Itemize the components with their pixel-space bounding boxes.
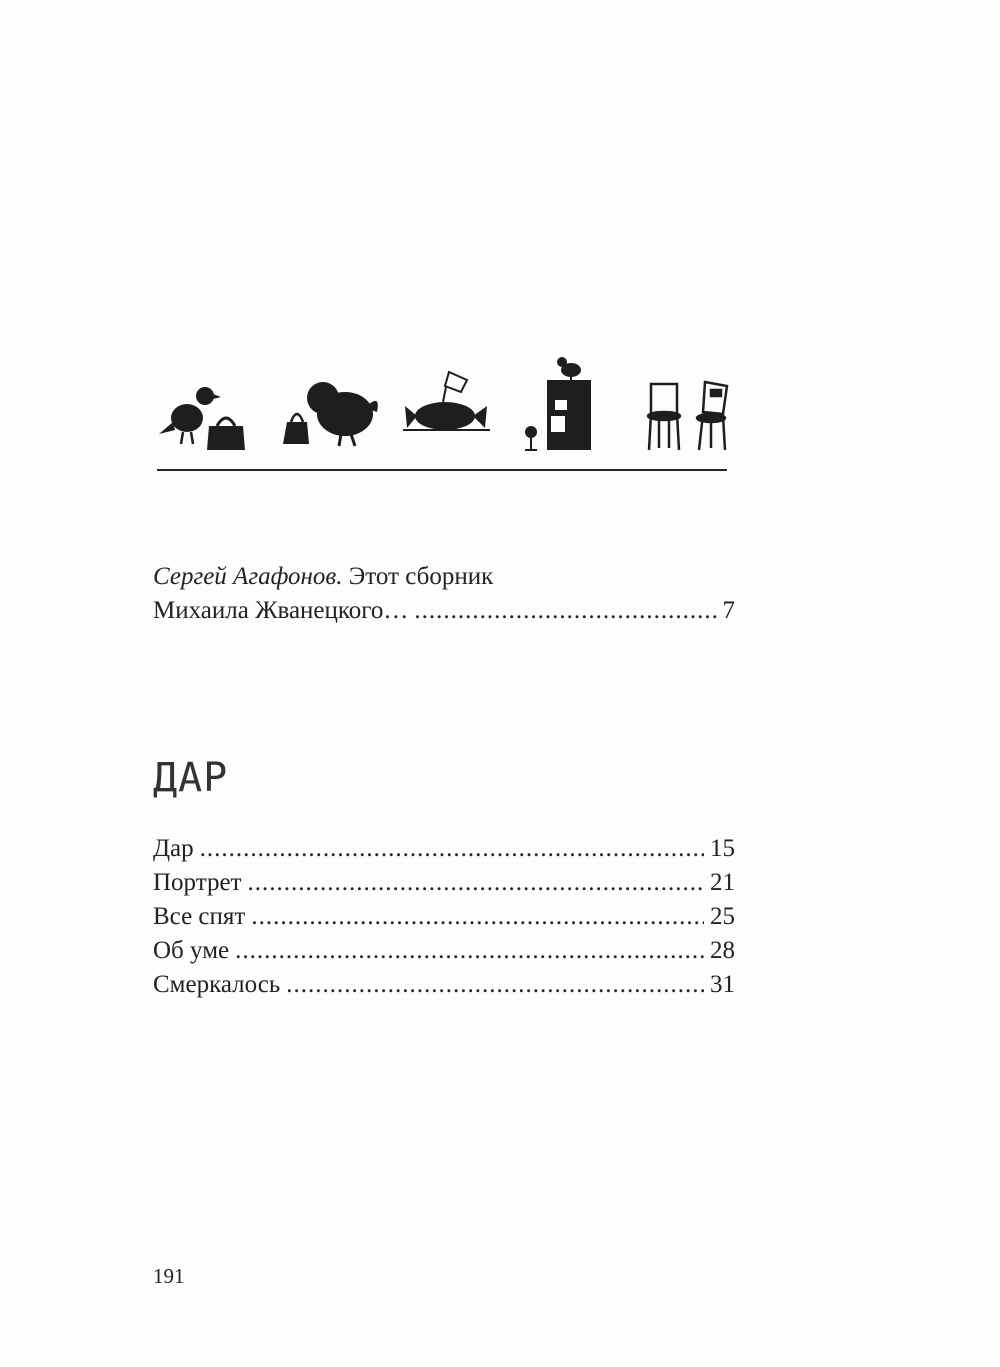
flag-icon (443, 372, 467, 402)
bag-icon (207, 418, 245, 450)
bag-icon (283, 414, 309, 444)
chair-icon (648, 384, 680, 450)
dot-leader (247, 866, 704, 900)
chair-icon (697, 382, 727, 450)
dot-leader (200, 832, 704, 866)
toc-entry[interactable] (153, 934, 735, 968)
dot-leader (414, 594, 716, 628)
page-number: 191 (153, 1264, 185, 1288)
toc-entry[interactable] (153, 968, 735, 1002)
flower-icon (525, 426, 537, 450)
toc-entry[interactable] (153, 832, 735, 866)
toc-entry-page: 21 (710, 869, 735, 896)
toc-entry-page: 15 (710, 835, 735, 862)
dot-leader (251, 900, 704, 934)
toc-entry-title: Портрет (153, 869, 242, 896)
decorative-illustration (155, 352, 730, 454)
toc-entry-title: Об уме (153, 937, 230, 964)
intro-page-number: 7 (722, 597, 735, 624)
bird-icon (307, 382, 378, 446)
toc-entry-title: Дар (153, 835, 194, 862)
candy-icon (403, 402, 490, 430)
toc-entry[interactable] (153, 900, 735, 934)
toc-entry-page: 28 (710, 937, 735, 964)
cabinet-icon (547, 380, 591, 450)
section-heading: ДАР (153, 755, 229, 801)
toc-entry-title: Смеркалось (153, 971, 281, 998)
toc-entry[interactable] (153, 866, 735, 900)
intro-entry-line1 (153, 560, 493, 594)
intro-author: Сергей Агафонов. (153, 563, 343, 590)
dot-leader (286, 968, 704, 1002)
intro-title-part1: Этот сборник (348, 563, 494, 590)
horizontal-rule (157, 469, 727, 471)
toc-entry-title: Все спят (153, 903, 246, 930)
intro-entry-line2[interactable] (153, 594, 735, 628)
intro-title-part2: Михаила Жванецкого… (153, 597, 409, 624)
toc-entry-page: 31 (710, 971, 735, 998)
toc-entry-page: 25 (710, 903, 735, 930)
bird-icon (557, 357, 581, 382)
dot-leader (235, 934, 704, 968)
